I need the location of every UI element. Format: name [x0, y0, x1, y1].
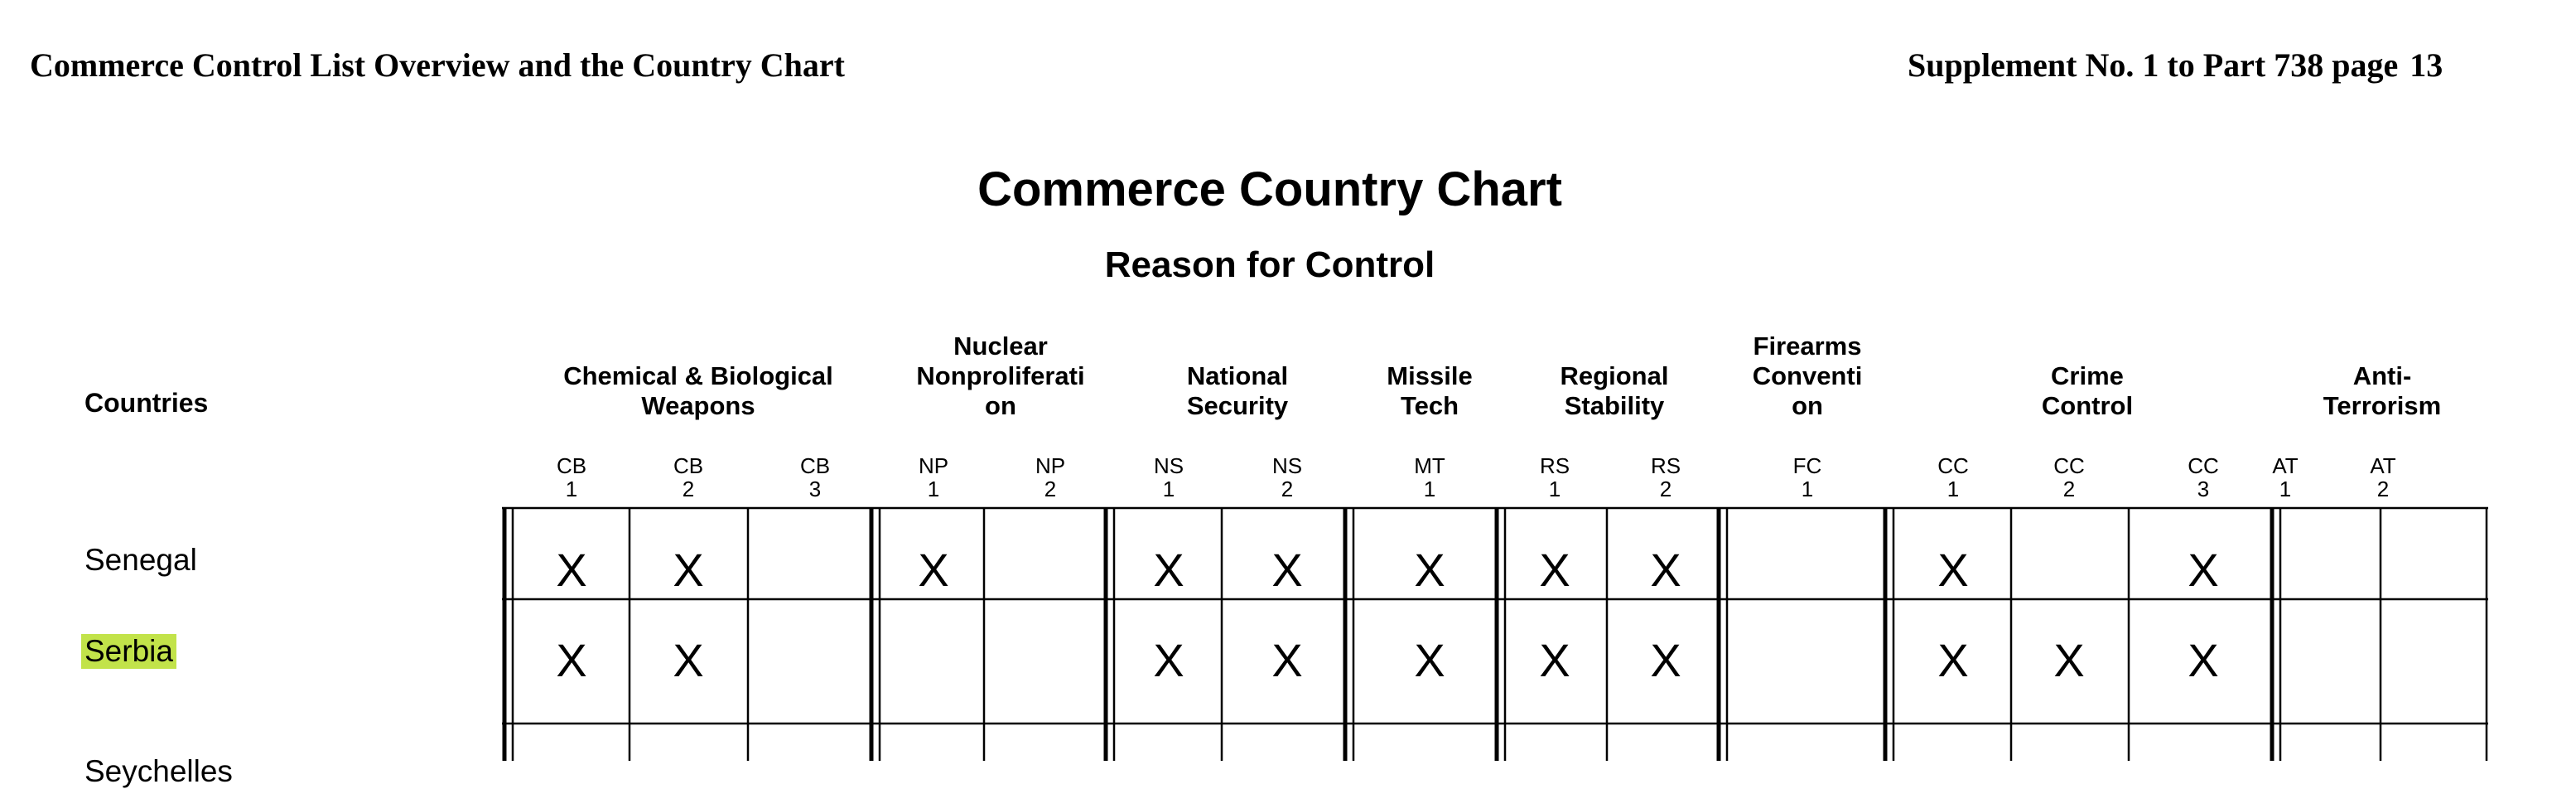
- group-header-regional-stability: Regional Stability: [1560, 361, 1669, 420]
- column-code-rs1: RS 1: [1539, 453, 1570, 501]
- control-mark: X: [1271, 634, 1303, 686]
- group-header-firearms-convention: Firearms Conventi on: [1752, 332, 1863, 420]
- column-code-at1: AT 1: [2272, 453, 2299, 501]
- group-header-anti-terrorism: Anti- Terrorism: [2323, 361, 2442, 420]
- page-number: 13: [2410, 46, 2443, 84]
- group-header-missile-tech: Missile Tech: [1387, 361, 1473, 420]
- control-mark: X: [673, 544, 704, 596]
- control-mark: X: [1539, 634, 1570, 686]
- chart-title: Commerce Country Chart: [977, 162, 1562, 216]
- control-mark: X: [2053, 634, 2085, 686]
- column-code-fc1: FC 1: [1792, 453, 1822, 501]
- countries-column-header: Countries: [84, 388, 209, 418]
- column-code-mt1: MT 1: [1414, 453, 1445, 501]
- control-mark: X: [556, 634, 587, 686]
- column-code-rs2: RS 2: [1650, 453, 1681, 501]
- control-mark: X: [1650, 544, 1681, 596]
- column-code-cb1: CB 1: [556, 453, 587, 501]
- country-name-seychelles: Seychelles: [84, 754, 233, 788]
- chart-subtitle: Reason for Control: [1104, 244, 1435, 285]
- control-mark: X: [556, 544, 587, 596]
- column-code-cc2: CC 2: [2053, 453, 2085, 501]
- control-mark: X: [1539, 544, 1570, 596]
- group-header-chemical-biological-weapons: Chemical & Biological Weapons: [563, 361, 833, 420]
- control-mark: X: [1414, 634, 1445, 686]
- column-code-at2: AT 2: [2370, 453, 2396, 501]
- control-mark: X: [2188, 544, 2219, 596]
- column-code-ns2: NS 2: [1271, 453, 1303, 501]
- control-mark: X: [1271, 544, 1303, 596]
- control-mark: X: [2188, 634, 2219, 686]
- control-mark: X: [1414, 544, 1445, 596]
- column-code-cb2: CB 2: [673, 453, 704, 501]
- column-code-cc1: CC 1: [1937, 453, 1969, 501]
- control-mark: X: [1937, 544, 1969, 596]
- control-mark: X: [918, 544, 949, 596]
- column-code-ns1: NS 1: [1153, 453, 1184, 501]
- document-header-title: Commerce Control List Overview and the Country Chart: [30, 46, 845, 84]
- group-header-nuclear-nonproliferation: Nuclear Nonproliferati on: [916, 332, 1085, 420]
- group-header-crime-control: Crime Control: [2041, 361, 2134, 420]
- control-mark: X: [1650, 634, 1681, 686]
- column-code-cb3: CB 3: [799, 453, 831, 501]
- country-name-serbia: Serbia: [81, 634, 176, 669]
- control-mark: X: [673, 634, 704, 686]
- column-code-cc3: CC 3: [2188, 453, 2219, 501]
- column-code-np1: NP 1: [918, 453, 949, 501]
- supplement-label: Supplement No. 1 to Part 738 page: [1908, 46, 2399, 84]
- control-mark: X: [1937, 634, 1969, 686]
- country-name-senegal: Senegal: [84, 543, 197, 577]
- column-code-np2: NP 2: [1035, 453, 1066, 501]
- group-header-national-security: National Security: [1186, 361, 1289, 420]
- control-mark: X: [1153, 634, 1184, 686]
- control-mark: X: [1153, 544, 1184, 596]
